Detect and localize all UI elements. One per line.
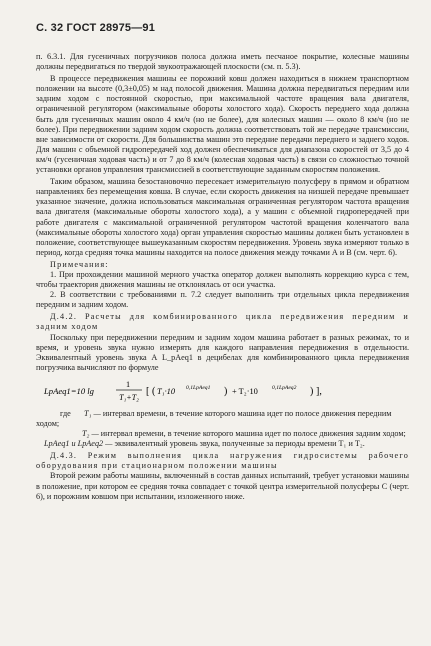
section-d43-title: Д.4.3. Режим выполнения цикла нагружения гидросистемы рабочего оборудования при стационарном положении машины xyxy=(36,451,409,471)
paragraph-crossing: Таким образом, машина безостановочно пересекает измерительную полусферу в прямом и обратном направлениях без перемещения ковша. В случае, если скорость движения на низшей передаче превышает указанное значение, должна использоваться максимальная ограниченная регулятором частота вращения вала двигателя (максимальные обороты холостого хода), а у машин с объемной гидропередачей при работе двигателя с максимальной ограниченной регулятором частотой вращения коленчатого вала (максимальные обороты холостого хода) орган управления скоростью машины должен быть установлен в положение, соответствующее вышеуказанным скоростям передвижения. Уровень звука измеряют только в период, когда средняя точка машины находится на полосе движения между точками А и В (см. черт. 6). xyxy=(36,177,409,257)
section-d43-body: Второй режим работы машины, включенный в состав данных испытаний, требует установки машины в положение, при котором ее средняя точка совпадает с точкой центра измерительной полусферы С (черт. 6), и порожним ковшом при испытании, изложенного ниже. xyxy=(36,471,409,501)
formula-plus-term-2: + T₂·10 xyxy=(232,386,258,396)
note-item-2: 2. В соответствии с требованиями п. 7.2 следует выполнить три отдельных цикла передвижения передним и задним ходом. xyxy=(36,290,409,310)
formula-fraction-numerator: 1 xyxy=(125,379,131,389)
formula-open-bracket: [ xyxy=(146,385,150,397)
legend-lead: где xyxy=(60,408,71,418)
section-d42-body: Поскольку при передвижении передним и задним ходом машина работает в разных режимах, то и время, и уровень звука нужно измерять для каждого направления передвижения в отдельности. Эквивалентный уровень звука А L_pAeq1 в децибелах для комбинированного цикла передвижения погрузчика вычисляют по формуле xyxy=(36,332,409,372)
formula-term-1: T₁·10 xyxy=(157,386,176,396)
legend-term-t2: T₂ — xyxy=(82,429,99,439)
note-item-1: 1. При прохождении машиной мерного участка оператор должен выполнять коррекцию курса с тем, чтобы траектория движения машины не отклонялась от оси участка. xyxy=(36,269,409,290)
legend-row-t1 xyxy=(36,409,409,429)
notes-heading: Примечания: xyxy=(50,259,109,269)
formula-close-paren-2: ) xyxy=(310,385,314,397)
page-header: С. 32 ГОСТ 28975—91 xyxy=(36,22,156,34)
paragraph-6-3-1: п. 6.3.1. Для гусеничных погрузчиков полоса должна иметь песчаное покрытие, колесные машины должны передвигаться по твердой звукоотражающей плоскости (см. п. 5.3). xyxy=(36,52,409,72)
legend-text-t2: интервал времени, в течение которого машина идет по полосе движения задним ходом; xyxy=(100,429,406,439)
legend-text-t1: интервал времени, в течение которого машина идет по полосе движения передним ходом; xyxy=(36,408,392,428)
paragraph-driving-procedure: В процессе передвижения машины ее порожний ковш должен находиться в нижнем транспортном положении на высоте (0,3±0,05) м над полосой движения. Машина должна передвигаться передним или задним ходом с постоянной скоростью, при максимальной частоте вращения вала двигателя, ограниченной регулятором (максимальные обороты холостого хода). Скорость переднего хода должна быть для гусеничных машин около 4 км/ч (но не более), для колесных машин — около 8 км/ч (но не более). При передвижении задним ходом скорость должна соответствовать той же передаче трансмиссии, вне зависимости от скорости. Для большинства машин это передние передачи переднего и заднего ходов. Для машин с объемной гидропередачей ход должен обеспечиваться для диапазона скоростей от 3,5 до 4 км/ч (гусеничная ходовая часть) и от 7 до 8 км/ч (колесная ходовая часть) в связи со сложностью точной установки органов управления трансмиссией в соответствующие заданным скоростям положения. xyxy=(36,74,409,175)
legend-term-t1: T₁ — xyxy=(84,408,101,418)
formula-lhs: LpAeq1=10 lg xyxy=(44,385,94,396)
formula-exponent-2: 0,1LpAeq2 xyxy=(272,384,297,391)
legend-text-levels: эквивалентный уровень звука, полученные за периоды времени T₁ и T₂. xyxy=(114,439,365,449)
formula-close-paren-1: ) xyxy=(224,385,228,397)
equivalent-level-formula xyxy=(36,375,409,407)
legend-term-levels: LpAeq1 и LpAeq2 — xyxy=(44,439,113,449)
formula-close-bracket: ], xyxy=(316,385,322,397)
legend-row-t2 xyxy=(36,429,409,439)
legend-row-levels xyxy=(36,439,409,449)
section-d42-title: Д.4.2. Расчеты для комбинированного цикла передвижения передним и задним ходом xyxy=(36,312,409,332)
formula-open-paren-1: ( xyxy=(152,385,156,397)
formula-exponent-1: 0,1LpAeq1 xyxy=(186,384,211,391)
formula-fraction-denominator: T₁+T₂ xyxy=(119,392,139,402)
document-page xyxy=(36,22,409,634)
formula-legend xyxy=(36,409,409,449)
formula-graphic xyxy=(36,375,409,407)
